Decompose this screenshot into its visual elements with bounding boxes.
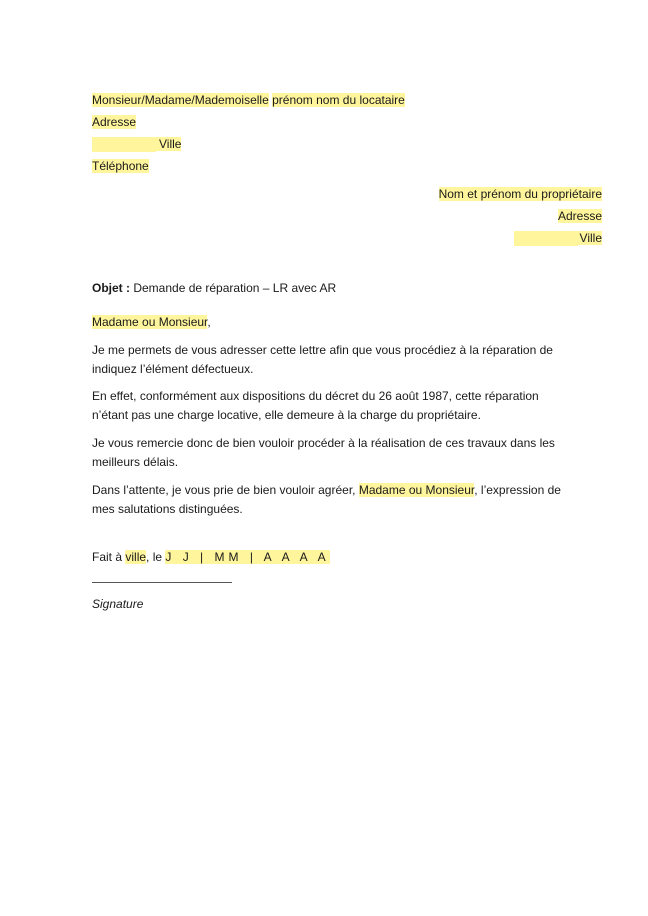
closing-date: J J | MM | A A A A	[165, 550, 330, 564]
p1-line2: indiquez l’élément défectueux.	[92, 362, 254, 376]
p4-prefix: Dans l’attente, je vous prie de bien vouloir agréer,	[92, 483, 359, 497]
sender-phone-line	[92, 159, 149, 174]
sender-phone: Téléphone	[92, 159, 149, 173]
p2-line2: n’étant pas une charge locative, elle demeure à la charge du propriétaire.	[92, 408, 481, 422]
recipient-city: Ville	[579, 231, 602, 245]
body-paragraph-3	[92, 434, 592, 472]
sender-address: Adresse	[92, 115, 137, 129]
sender-postcode-blank	[92, 137, 156, 152]
closing-city: ville	[125, 550, 147, 564]
recipient-name-line	[439, 187, 602, 202]
body-paragraph-1	[92, 341, 592, 379]
p4-suffix: , l’expression de	[474, 483, 561, 497]
p1-line1: Je me permets de vous adresser cette lettre afin que vous procédiez à la réparation de	[92, 343, 553, 357]
subject-label: Objet :	[92, 281, 130, 295]
p4-highlight: Madame ou Monsieur	[358, 483, 475, 497]
recipient-address: Adresse	[557, 209, 602, 223]
signature-line	[92, 582, 232, 583]
p4-line2: mes salutations distinguées.	[92, 502, 243, 516]
recipient-address-line	[558, 209, 602, 224]
closing-prefix: Fait à	[92, 550, 126, 564]
subject-line	[92, 281, 336, 296]
closing-mid: , le	[146, 550, 166, 564]
salutation-text: Madame ou Monsieur	[92, 315, 208, 329]
salutation-line	[92, 315, 211, 330]
p2-line1: En effet, conformément aux dispositions du décret du 26 août 1987, cette réparation	[92, 389, 539, 403]
sender-title: Monsieur/Madame/Mademoiselle	[92, 93, 269, 107]
closing-line	[92, 550, 330, 565]
sender-address-line	[92, 115, 136, 130]
p3-line2: meilleurs délais.	[92, 455, 179, 469]
sender-name: prénom nom du locataire	[272, 93, 405, 107]
sender-name-line	[92, 93, 405, 108]
recipient-city-line	[514, 231, 602, 246]
subject-text: Demande de réparation – LR avec AR	[133, 281, 337, 295]
salutation-comma: ,	[207, 315, 211, 329]
p4-line1	[92, 481, 592, 500]
signature-label: Signature	[92, 597, 144, 611]
body-paragraph-4	[92, 481, 592, 519]
sender-city-line	[92, 137, 181, 152]
recipient-name: Nom et prénom du propriétaire	[438, 187, 602, 201]
p3-line1: Je vous remercie donc de bien vouloir procéder à la réalisation de ces travaux dans les	[92, 436, 555, 450]
sender-city: Ville	[156, 137, 181, 151]
body-paragraph-2	[92, 387, 592, 425]
recipient-postcode-blank	[514, 231, 578, 246]
